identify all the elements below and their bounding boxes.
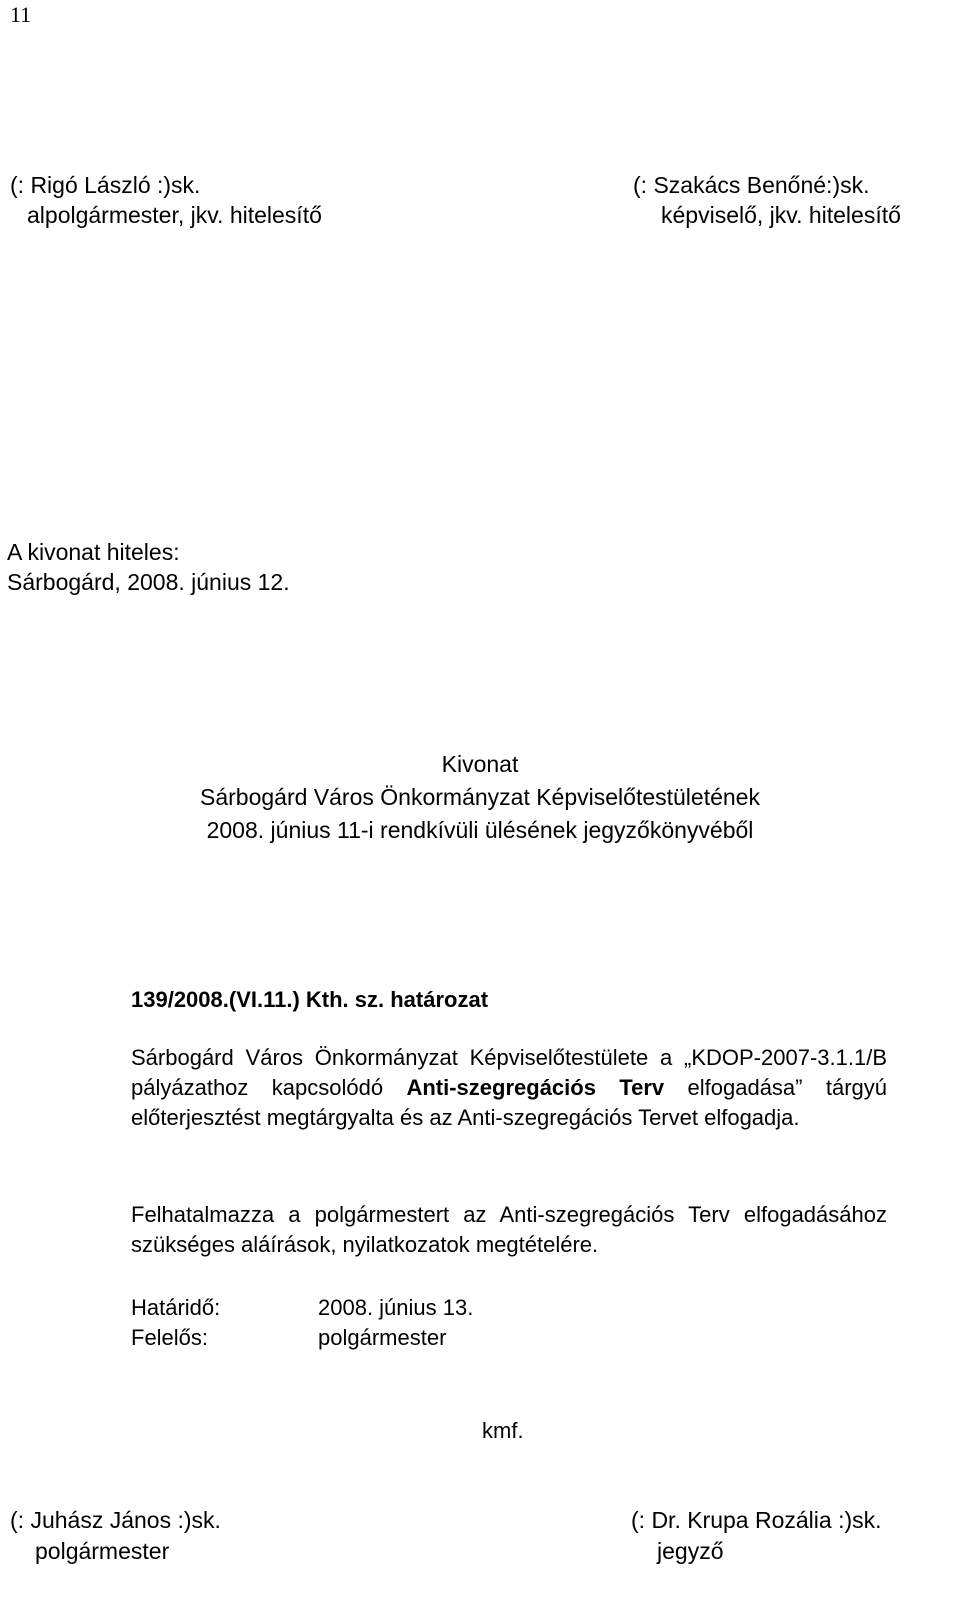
signature-top-right-role: képviselő, jkv. hitelesítő xyxy=(661,202,901,228)
signature-bottom-right-role: jegyző xyxy=(657,1538,724,1564)
certification-line: A kivonat hiteles: xyxy=(7,539,180,565)
kmf-label: kmf. xyxy=(482,1418,524,1443)
signature-bottom-right-name: (: Dr. Krupa Rozália :)sk. xyxy=(631,1507,882,1533)
signature-bottom-left-role: polgármester xyxy=(35,1538,170,1564)
signature-bottom-left-name: (: Juhász János :)sk. xyxy=(10,1507,221,1533)
resolution-paragraph-2 xyxy=(131,1200,887,1260)
resolution-authorization-text: Felhatalmazza a polgármestert az Anti-szegregációs Terv elfogadásához szükséges aláírások, nyilatkozatok megtételére. xyxy=(131,1202,887,1257)
resolution-bold-term: Anti-szegregációs Terv xyxy=(406,1075,665,1100)
deadline-value: 2008. június 13. xyxy=(318,1295,474,1320)
responsible-value: polgármester xyxy=(318,1325,447,1350)
responsible-label: Felelős: xyxy=(131,1325,209,1350)
resolution-text-part-1: Sárbogárd Város Önkormányzat Képviselőtestülete a „KDOP-2007-3.1.1/B pályázathoz kapcsolódó xyxy=(131,1045,887,1100)
deadline-label: Határidő: xyxy=(131,1295,221,1320)
page-number: 11 xyxy=(10,2,32,27)
resolution-number: 139/2008.(VI.11.) Kth. sz. határozat xyxy=(131,987,489,1012)
resolution-text-part-2: elfogadása” tárgyú előterjesztést megtárgyalta és az Anti-szegregációs Tervet elfogadja. xyxy=(131,1075,888,1130)
certification-date: Sárbogárd, 2008. június 12. xyxy=(7,569,290,595)
document-session: 2008. június 11-i rendkívüli ülésének jegyzőkönyvéből xyxy=(206,817,754,843)
document-title: Kivonat xyxy=(441,751,519,777)
signature-top-left-role: alpolgármester, jkv. hitelesítő xyxy=(27,202,322,228)
signature-top-right-name: (: Szakács Benőné:)sk. xyxy=(633,172,870,198)
signature-top-left-name: (: Rigó László :)sk. xyxy=(10,172,201,198)
resolution-paragraph-1 xyxy=(131,1043,887,1133)
document-subtitle: Sárbogárd Város Önkormányzat Képviselőtestületének xyxy=(200,784,760,810)
